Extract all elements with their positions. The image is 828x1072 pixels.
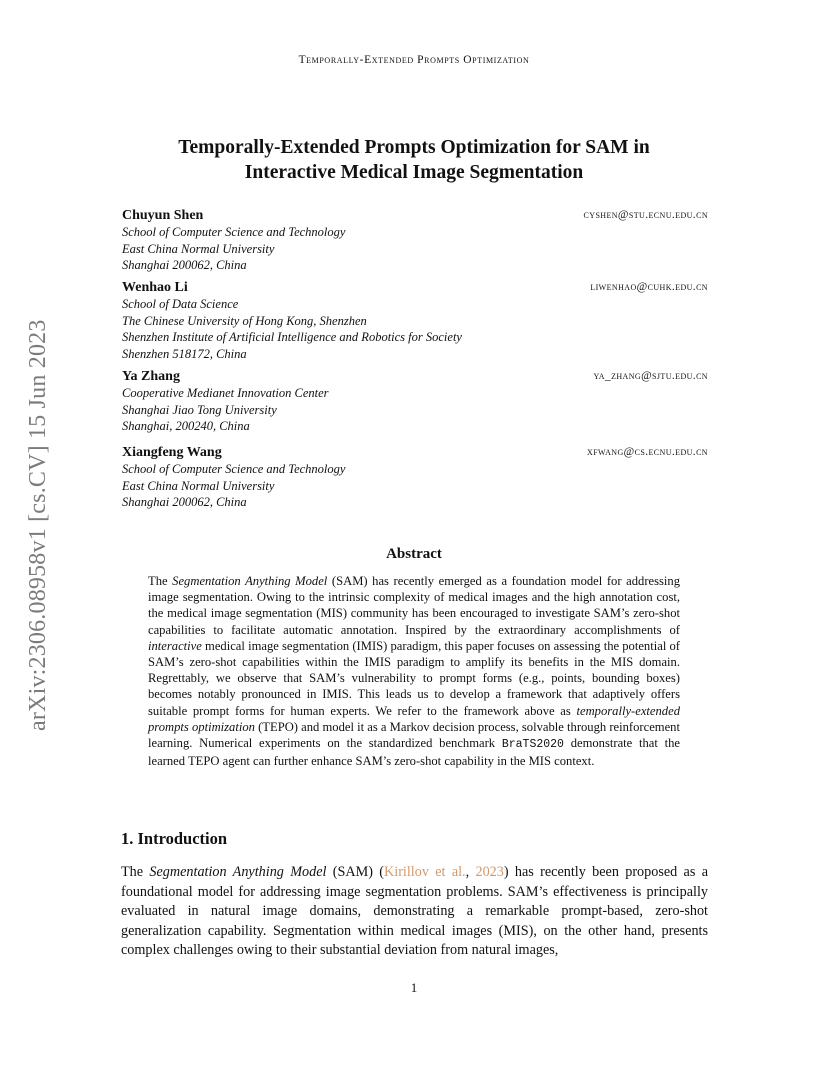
author-block-1 — [122, 206, 708, 274]
abstract-text-run: medical image segmentation (IMIS) paradigm, this paper focuses on assessing the potential of SAM’s zero-shot capabilities within the IMIS paradigm to amplify its benefits in the MIS domain. Regrettably, we observe that SAM’s vulnerability to prompt forms (e.g., points, bounding boxes) becomes notably pronounced in IMIS. This leads us to develop a framework that adaptively offers suitable prompt forms for human experts. We refer to the framework above as — [148, 638, 680, 718]
affiliation-line: Cooperative Medianet Innovation Center — [122, 386, 329, 400]
author-block-3 — [122, 367, 708, 435]
affiliation-line: Shenzhen 518172, China — [122, 346, 247, 361]
benchmark-name: BraTS2020 — [501, 738, 564, 752]
author-block-2 — [122, 278, 708, 362]
intro-text-run: (SAM) ( — [326, 864, 385, 880]
abstract-emphasis: Segmentation Anything Model — [172, 574, 328, 588]
author-name: Wenhao Li — [122, 280, 188, 295]
intro-text-run: The — [121, 864, 150, 880]
running-header: Temporally-Extended Prompts Optimization — [298, 54, 530, 66]
abstract-text-run: The — [148, 574, 173, 588]
author-block-4 — [122, 443, 708, 511]
author-email[interactable]: xfwang@cs.ecnu.edu.cn — [587, 446, 708, 458]
affiliation-line: The Chinese University of Hong Kong, Shenzhen — [122, 313, 367, 328]
citation-year[interactable]: 2023 — [475, 864, 504, 880]
page-number: 1 — [410, 980, 418, 995]
title-line-1: Temporally-Extended Prompts Optimization for SAM in — [178, 137, 650, 158]
author-name: Xiangfeng Wang — [122, 445, 222, 460]
abstract-text-run: (SAM) has recently emerged as a foundation model for addressing image segmentation. Owing to the intrinsic complexity of medical images and the high annotation cost, the medical image segmentation (MIS) community has been encouraged to investigate SAM’s zero-shot capabilities to facilitate automatic annotation. Inspired by the extraordinary accomplishments of — [148, 574, 680, 637]
arxiv-identifier-stamp: arXiv:2306.08958v1 [cs.CV] 15 Jun 2023 — [25, 319, 51, 731]
abstract-text-run: (TEPO) and model it as a Markov decision process, solvable through reinforcement learning. Numerical experiments on the standardized benchmark — [148, 719, 680, 751]
author-name: Ya Zhang — [122, 369, 180, 384]
abstract-emphasis: temporally-extended prompts optimization — [148, 703, 680, 734]
affiliation-line: Shanghai, 200240, China — [122, 419, 250, 433]
abstract-text — [148, 573, 680, 769]
abstract-emphasis: interactive — [148, 638, 202, 653]
author-email[interactable]: liwenhao@cuhk.edu.cn — [590, 281, 708, 293]
affiliation-line: School of Computer Science and Technology — [122, 462, 346, 476]
title-line-2: Interactive Medical Image Segmentation — [244, 162, 584, 183]
abstract-heading: Abstract — [386, 546, 442, 562]
paper-title — [120, 135, 708, 185]
affiliation-line: School of Data Science — [122, 297, 239, 311]
citation-author[interactable]: Kirillov et al. — [384, 864, 466, 880]
affiliation-line: Shanghai 200062, China — [122, 258, 247, 272]
citation-separator: , — [465, 864, 476, 880]
abstract-text-run: demonstrate that the learned TEPO agent can further enhance SAM’s zero-shot capability in the MIS context. — [148, 736, 680, 769]
author-name: Chuyun Shen — [122, 208, 204, 223]
affiliation-line: Shanghai 200062, China — [122, 495, 247, 509]
affiliation-line: School of Computer Science and Technology — [122, 225, 346, 239]
affiliation-line: East China Normal University — [122, 478, 275, 493]
citation-link[interactable] — [384, 864, 504, 880]
introduction-text — [121, 863, 708, 961]
affiliation-line: Shanghai Jiao Tong University — [122, 402, 277, 417]
section-heading-introduction: 1. Introduction — [121, 829, 228, 848]
affiliation-line: Shenzhen Institute of Artificial Intelligence and Robotics for Society — [122, 330, 462, 344]
author-email[interactable]: cyshen@stu.ecnu.edu.cn — [583, 209, 708, 221]
author-email[interactable]: ya_zhang@sjtu.edu.cn — [593, 370, 708, 382]
intro-text-run: ) has recently been proposed as a foundational model for addressing image segmentation problems. SAM’s effectiveness is principally evaluated in natural image domains, demonstrating a remarkable prompt-based, zero-shot generalization capability. Segmentation within medical images (MIS), on the other hand, presents complex challenges owing to their substantial deviation from natural images, — [121, 864, 708, 959]
affiliation-line: East China Normal University — [122, 241, 275, 256]
intro-emphasis: Segmentation Anything Model — [149, 864, 327, 880]
